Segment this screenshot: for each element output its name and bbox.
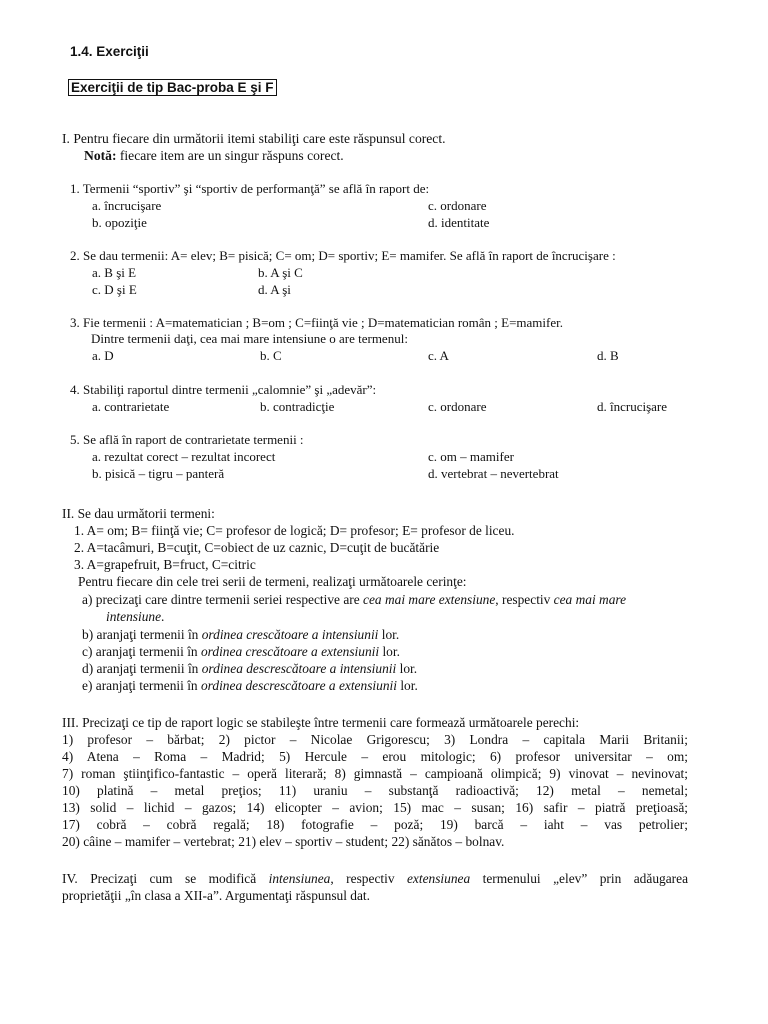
q5-option-d: d. vertebrat – nevertebrat: [428, 466, 559, 481]
part1-note: [84, 147, 344, 164]
requirement-a: [82, 591, 626, 608]
requirement-c-italic: ordinea crescătoare a extensiunii: [200, 644, 380, 659]
q2-option-c: c. D şi E: [92, 282, 137, 297]
part2-heading: II. Se dau următorii termeni:: [62, 506, 215, 521]
requirement-a-mid: , respectiv: [495, 592, 554, 607]
part4-italic-1: intensiunea: [268, 871, 331, 886]
requirement-b: [82, 626, 399, 643]
part3-line-1: 1) profesor – bărbat; 2) pictor – Nicolae Grigorescu; 3) Londra – capitala Marii Britanii;: [62, 732, 688, 747]
requirement-d-italic: ordinea descrescătoare a intensiunii: [201, 661, 397, 676]
series-1: 1. A= om; B= fiinţă vie; C= profesor de logică; D= profesor; E= profesor de liceu.: [74, 523, 515, 538]
q1-option-a: a. încrucişare: [92, 198, 162, 213]
q3-stem-line2: Dintre termenii daţi, cea mai mare intensiune o are termenul:: [91, 331, 408, 346]
part4-text-3: termenului „elev” prin adăugarea: [470, 871, 689, 886]
requirement-e-italic: ordinea descrescătoare a extensiunii: [200, 678, 397, 693]
q4-option-d: d. încrucişare: [597, 399, 668, 414]
part3-line-7: 20) câine – mamifer – vertebrat; 21) elev – sportiv – student; 22) sănătos – bolnav.: [62, 834, 505, 849]
part2-instruction: Pentru fiecare din cele trei serii de termeni, realizaţi următoarele cerinţe:: [78, 574, 467, 589]
requirement-e-end: lor.: [396, 678, 418, 693]
requirement-b-end: lor.: [378, 627, 400, 642]
q5-option-a: a. rezultat corect – rezultat incorect: [92, 449, 276, 464]
series-2: 2. A=tacâmuri, B=cuţit, C=obiect de uz caznic, D=cuţit de bucătărie: [74, 540, 440, 555]
part3-line-6: 17) cobră – cobră regală; 18) fotografie – poză; 19) barcă – iaht – vas petrolier;: [62, 817, 688, 832]
q4-stem: 4. Stabiliţi raportul dintre termenii „calomnie” şi „adevăr”:: [70, 382, 377, 397]
q5-stem: 5. Se află în raport de contrarietate termenii :: [70, 432, 304, 447]
q2-stem: 2. Se dau termenii: A= elev; B= pisică; C= om; D= sportiv; E= mamifer. Se află în raport de încrucişare :: [70, 248, 616, 263]
requirement-c-end: lor.: [379, 644, 400, 659]
q3-option-d: d. B: [597, 348, 619, 363]
requirement-d-end: lor.: [396, 661, 418, 676]
q2-option-b: b. A şi C: [258, 265, 303, 280]
requirement-e-text: e) aranjaţi termenii în: [82, 678, 201, 693]
q2-option-a: a. B şi E: [92, 265, 137, 280]
boxed-title: Exerciţii de tip Bac-proba E şi F: [68, 79, 277, 96]
part3-line-5: 13) solid – lichid – gazos; 14) elicopter – avion; 15) mac – susan; 16) safir – piatră preţioasă;: [62, 800, 688, 815]
requirement-c-text: c) aranjaţi termenii în: [82, 644, 201, 659]
note-text: fiecare item are un singur răspuns corect.: [116, 148, 344, 163]
q5-option-c: c. om – mamifer: [428, 449, 514, 464]
requirement-d-text: d) aranjaţi termenii în: [82, 661, 202, 676]
part4-italic-2: extensiunea: [406, 871, 471, 886]
part3-line-2: 4) Atena – Roma – Madrid; 5) Hercule – erou mitologic; 6) profesor universitar – om;: [62, 749, 688, 764]
part3-heading: III. Precizaţi ce tip de raport logic se stabileşte între termenii care formează următoarele perechi:: [62, 715, 580, 730]
q1-option-c: c. ordonare: [428, 198, 487, 213]
requirement-a-cont: [106, 608, 164, 625]
requirement-d: [82, 660, 417, 677]
q3-option-a: a. D: [92, 348, 114, 363]
series-3: 3. A=grapefruit, B=fruct, C=citric: [74, 557, 256, 572]
q3-option-b: b. C: [260, 348, 282, 363]
q3-stem: 3. Fie termenii : A=matematician ; B=om ; C=fiinţă vie ; D=matematician român ; E=mamifer.: [70, 315, 563, 330]
section-title: 1.4. Exerciţii: [70, 44, 149, 59]
q1-option-b: b. opoziţie: [92, 215, 147, 230]
requirement-a-end: .: [161, 609, 165, 624]
requirement-a-italic-2: cea mai mare: [553, 592, 627, 607]
part4-text-1: IV. Precizaţi cum se modifică: [62, 871, 269, 886]
requirement-a-italic-1: cea mai mare extensiune: [363, 592, 496, 607]
requirement-c: [82, 643, 400, 660]
part4-line-1: [62, 870, 688, 887]
part4-text-2: , respectiv: [330, 871, 407, 886]
q4-option-c: c. ordonare: [428, 399, 487, 414]
requirement-e: [82, 677, 418, 694]
q3-option-c: c. A: [428, 348, 449, 363]
q1-option-d: d. identitate: [428, 215, 490, 230]
q1-stem: 1. Termenii “sportiv” şi “sportiv de performanţă” se află în raport de:: [70, 181, 430, 196]
requirement-b-text: b) aranjaţi termenii în: [82, 627, 202, 642]
part3-line-3: 7) roman ştiinţifico-fantastic – operă literară; 8) gimnastă – campioană olimpică; 9) vinovat – nevinovat;: [62, 766, 688, 781]
q2-option-d: d. A şi: [258, 282, 291, 297]
requirement-b-italic: ordinea crescătoare a intensiunii: [201, 627, 379, 642]
q4-option-b: b. contradicţie: [260, 399, 335, 414]
part3-line-4: 10) platină – metal preţios; 11) uraniu – substanţă radioactivă; 12) metal – nemetal;: [62, 783, 688, 798]
part4-line-2: proprietăţii „în clasa a XII-a”. Argumentaţi răspunsul dat.: [62, 888, 371, 903]
part1-heading: I. Pentru fiecare din următorii itemi stabiliţi care este răspunsul corect.: [62, 131, 446, 146]
requirement-a-text: a) precizaţi care dintre termenii seriei respective are: [82, 592, 364, 607]
q4-option-a: a. contrarietate: [92, 399, 170, 414]
note-label: Notă:: [84, 148, 117, 163]
q5-option-b: b. pisică – tigru – panteră: [92, 466, 225, 481]
requirement-a-italic-3: intensiune: [106, 609, 162, 624]
